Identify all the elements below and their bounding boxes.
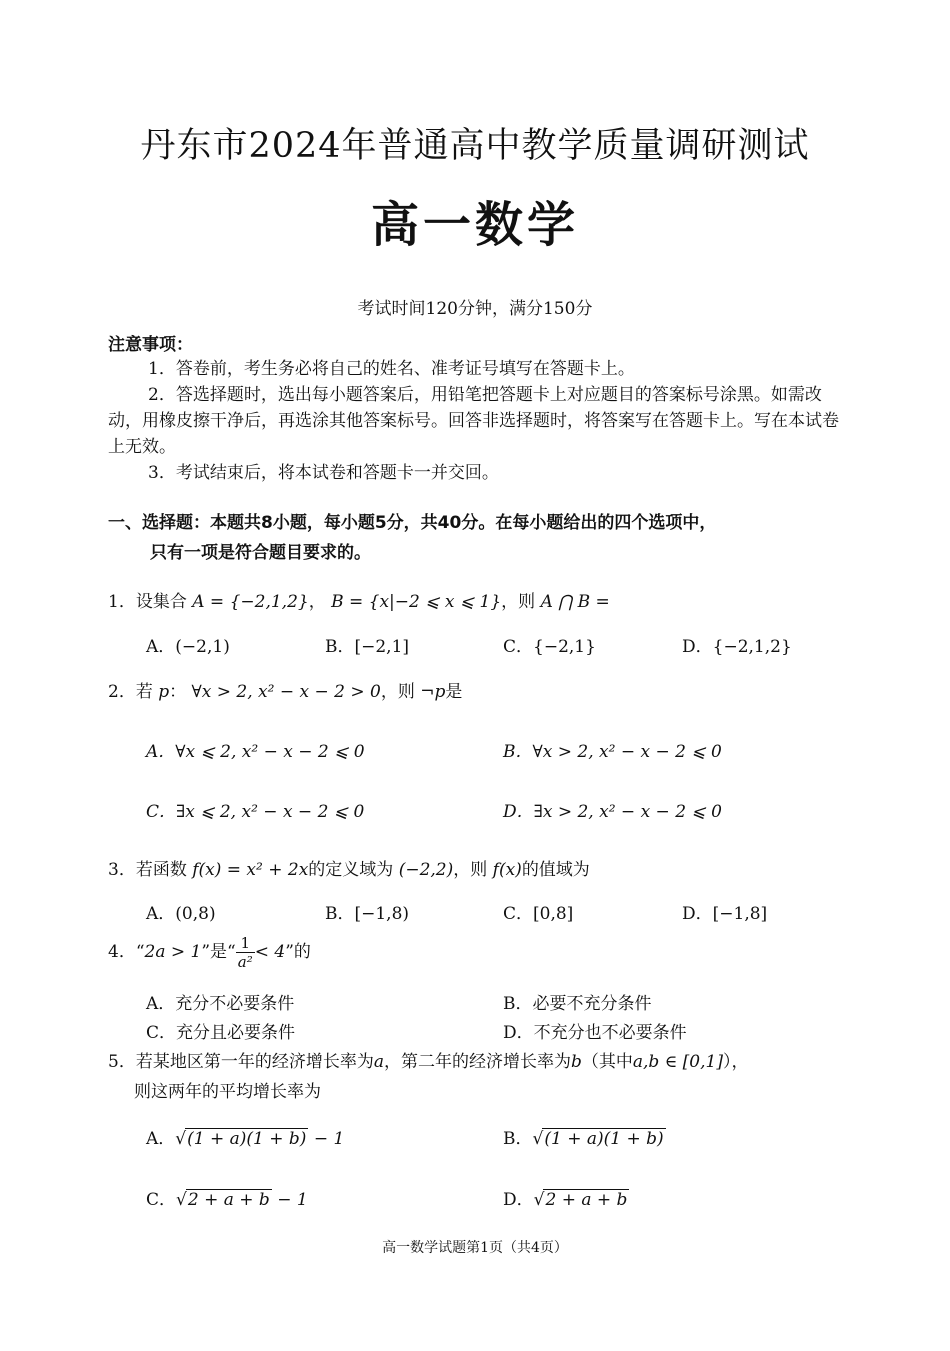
- option-a: A．∀x ⩽ 2, x² − x − 2 ⩽ 0: [146, 742, 365, 762]
- option-c: C．充分且必要条件: [146, 1023, 296, 1043]
- notice-list: [108, 356, 843, 486]
- question-4: 4．“2a > 1”是“ $\frac{1}{\text{a²}}$ < 4”的: [108, 934, 311, 971]
- notice-item: 2．答选择题时，选出每小题答案后，用铅笔把答题卡上对应题目的答案标号涂黑。如需改动，用橡皮擦干净后，再选涂其他答案标号。回答非选择题时，将答案写在答题卡上。写在本试卷上无效。: [108, 385, 839, 457]
- question-number: 5．: [108, 1052, 136, 1072]
- fraction: $\frac{1}{\text{a²}}$: [237, 934, 253, 971]
- question-3: 3．若函数 f(x) = x² + 2x的定义域为 (−2,2)，则 f(x)的值域为: [108, 860, 590, 880]
- option-d: D．[−1,8]: [682, 904, 768, 924]
- option-a: A．(0,8): [146, 904, 216, 924]
- option-d: D．{−2,1,2}: [682, 637, 792, 657]
- sqrt-icon: √: [175, 1129, 187, 1149]
- exam-info: 考试时间120分钟，满分150分: [357, 299, 593, 319]
- option-b: B．√(1 + a)(1 + b): [503, 1129, 664, 1149]
- option-d: D．∃x > 2, x² − x − 2 ⩽ 0: [503, 802, 722, 822]
- sqrt-icon: √: [532, 1129, 544, 1149]
- option-a: A．充分不必要条件: [146, 994, 295, 1014]
- section-heading-line2: 只有一项是符合题目要求的。: [150, 543, 371, 563]
- option-d: D．不充分也不必要条件: [503, 1023, 687, 1043]
- sqrt-icon: √: [176, 1190, 187, 1210]
- subject-title: 高一数学: [370, 197, 579, 253]
- option-c: C．∃x ⩽ 2, x² − x − 2 ⩽ 0: [146, 802, 365, 822]
- page-footer: 高一数学试题第1页（共4页）: [382, 1240, 568, 1256]
- option-b: B．[−1,8): [325, 904, 410, 924]
- notice-item: 1．答卷前，考生务必将自己的姓名、准考证号填写在答题卡上。: [148, 359, 635, 379]
- question-number: 3．: [108, 860, 136, 880]
- option-c: C．√2 + a + b − 1: [146, 1190, 308, 1210]
- section-heading: [108, 508, 843, 568]
- option-b: B．[−2,1]: [325, 637, 410, 657]
- question-1: 1．设集合 A = {−2,1,2}， B = {x|−2 ⩽ x ⩽ 1}，则 A ⋂ B =: [108, 592, 610, 612]
- option-c: C．{−2,1}: [503, 637, 596, 657]
- option-a: A．√(1 + a)(1 + b) − 1: [146, 1129, 345, 1149]
- option-a: A．(−2,1): [146, 637, 230, 657]
- question-number: 1．: [108, 592, 136, 612]
- question-number: 4．: [108, 942, 136, 962]
- question-5: 5．若某地区第一年的经济增长率为a，第二年的经济增长率为b（其中a,b ∈ [0,1]），: [108, 1052, 749, 1072]
- question-2: 2．若 p： ∀x > 2, x² − x − 2 > 0，则 ¬p是: [108, 682, 463, 702]
- section-heading-line1: 一、选择题：本题共8小题，每小题5分，共40分。在每小题给出的四个选项中，: [108, 513, 717, 533]
- sqrt-icon: √: [533, 1190, 545, 1210]
- option-b: B．必要不充分条件: [503, 994, 652, 1014]
- notice-item: 3．考试结束后，将本试卷和答题卡一并交回。: [148, 463, 499, 483]
- option-b: B．∀x > 2, x² − x − 2 ⩽ 0: [503, 742, 722, 762]
- question-number: 2．: [108, 682, 136, 702]
- option-c: C．[0,8]: [503, 904, 574, 924]
- notice-heading: 注意事项：: [108, 335, 193, 355]
- option-d: D．√2 + a + b: [503, 1190, 628, 1210]
- question-5-line2: 则这两年的平均增长率为: [134, 1082, 321, 1102]
- exam-title: 丹东市2024年普通高中教学质量调研测试: [140, 126, 810, 166]
